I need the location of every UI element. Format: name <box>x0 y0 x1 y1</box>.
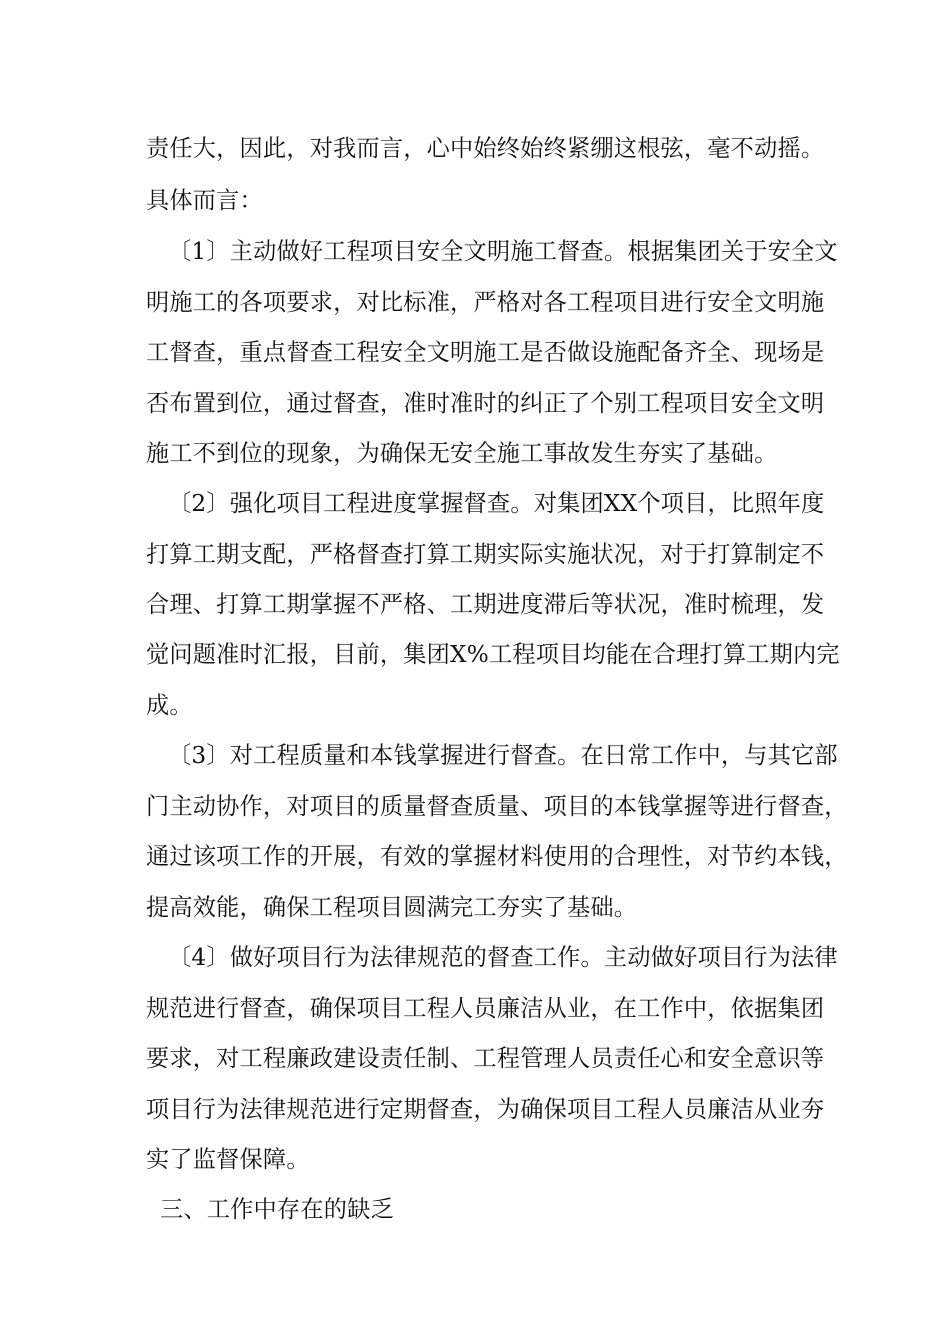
paragraph-2-line: 〔2〕强化项目工程进度掌握督查。对集团XX个项目，比照年度 <box>168 490 825 517</box>
paragraph-3-line: 提高效能，确保工程项目圆满完工夯实了基础。 <box>146 894 638 921</box>
paragraph-4-line: 实了监督保障。 <box>146 1146 310 1173</box>
paragraph-1-line: 明施工的各项要求，对比标准，严格对各工程项目进行安全文明施 <box>146 289 825 316</box>
paragraph-1-line: 工督查，重点督查工程安全文明施工是否做设施配备齐全、现场是 <box>146 339 825 366</box>
paragraph-2-line: 觉问题准时汇报，目前，集团X%工程项目均能在合理打算工期内完 <box>146 641 840 668</box>
paragraph-2-line: 成。 <box>146 692 193 719</box>
section-heading: 三、工作中存在的缺乏 <box>160 1196 394 1223</box>
paragraph-4-line: 〔4〕做好项目行为法律规范的督查工作。主动做好项目行为法律 <box>168 944 838 971</box>
paragraph-1-line: 〔1〕主动做好工程项目安全文明施工督查。根据集团关于安全文 <box>168 238 838 265</box>
paragraph-2-line: 合理、打算工期掌握不严格、工期进度滞后等状况，准时梳理，发 <box>146 591 825 618</box>
paragraph-4-line: 项目行为法律规范进行定期督查，为确保项目工程人员廉洁从业夯 <box>146 1096 825 1123</box>
paragraph-1-line: 否布置到位，通过督查，准时准时的纠正了个别工程项目安全文明 <box>146 390 825 417</box>
paragraph-4-line: 要求，对工程廉政建设责任制、工程管理人员责任心和安全意识等 <box>146 1045 825 1072</box>
paragraph-2-line: 打算工期支配，严格督查打算工期实际实施状况，对于打算制定不 <box>146 541 825 568</box>
text-line: 责任大，因此，对我而言，心中始终始终紧绷这根弦，毫不动摇。 <box>146 135 825 162</box>
paragraph-3-line: 〔3〕对工程质量和本钱掌握进行督查。在日常工作中，与其它部 <box>168 742 838 769</box>
paragraph-3-line: 通过该项工作的开展，有效的掌握材料使用的合理性，对节约本钱， <box>146 843 848 870</box>
paragraph-1-line: 施工不到位的现象，为确保无安全施工事故发生夯实了基础。 <box>146 440 778 467</box>
paragraph-3-line: 门主动协作，对项目的质量督查质量、项目的本钱掌握等进行督查， <box>146 793 848 820</box>
paragraph-4-line: 规范进行督查，确保项目工程人员廉洁从业，在工作中，依据集团 <box>146 995 825 1022</box>
text-line: 具体而言： <box>146 187 263 214</box>
